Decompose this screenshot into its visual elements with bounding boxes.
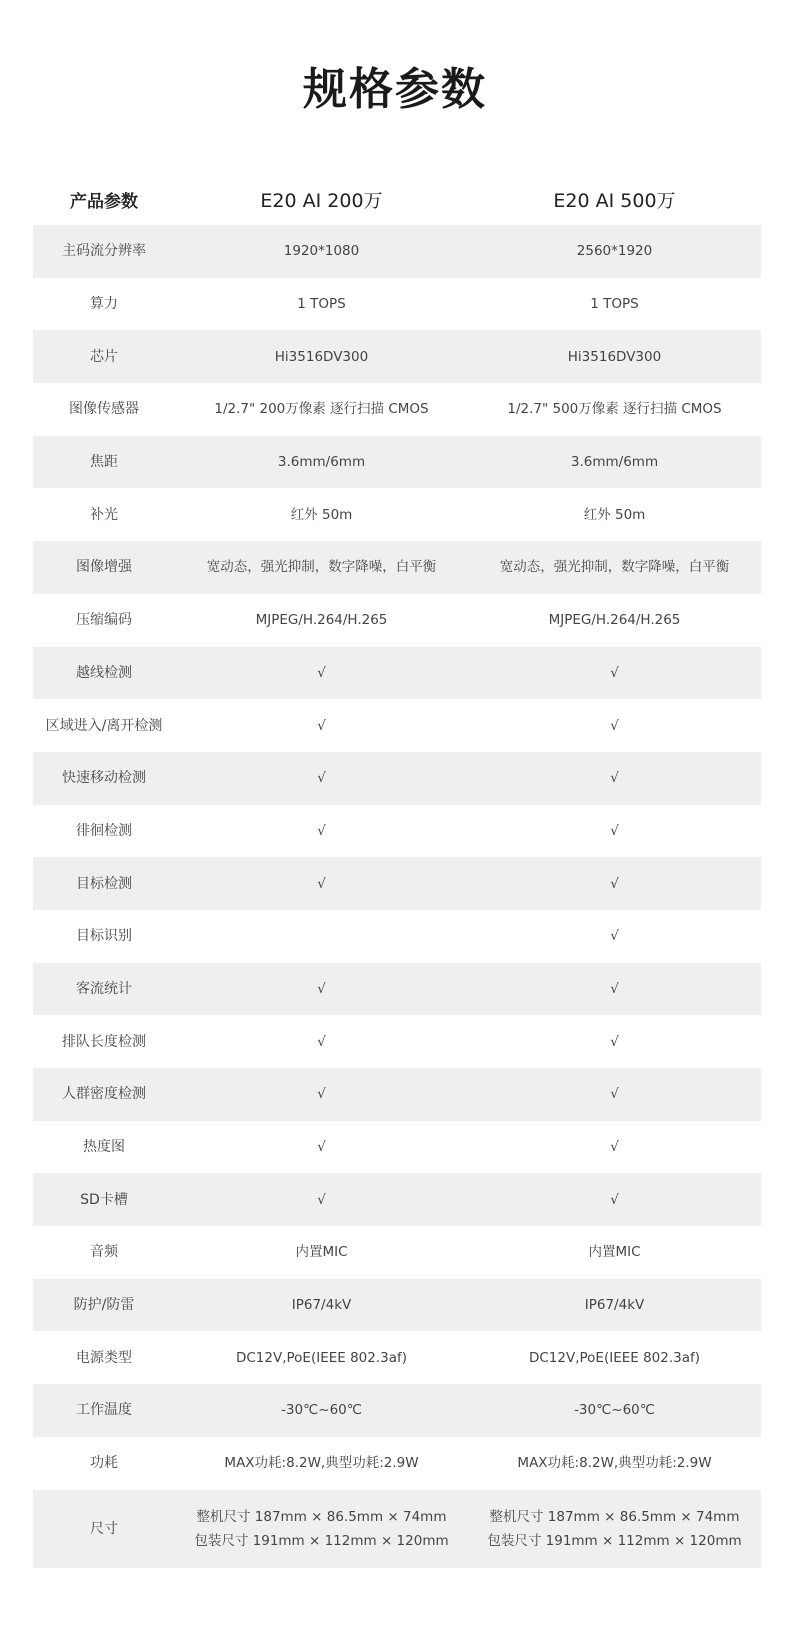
row-label: 芯片: [90, 348, 118, 365]
row-value-200: IP67/4kV: [291, 1297, 352, 1314]
table-row: [33, 1437, 761, 1490]
row-value-200: √: [317, 980, 326, 997]
row-value-200: √: [317, 822, 326, 839]
row-value-200: 宽动态，强光抑制，数字降噪，白平衡: [206, 559, 437, 576]
row-label: 防护/防雷: [73, 1297, 135, 1314]
row-value-500: √: [610, 664, 619, 681]
table-row: [33, 278, 761, 331]
row-value-200: 内置MIC: [295, 1244, 348, 1261]
row-value-500: 3.6mm/6mm: [570, 454, 659, 471]
row-label: SD卡槽: [80, 1191, 128, 1208]
row-value-200: √: [317, 717, 326, 734]
page-title: 规格参数: [303, 64, 487, 115]
table-row: [33, 1068, 761, 1121]
header-param: 产品参数: [70, 191, 138, 212]
row-label: 电源类型: [76, 1349, 132, 1366]
spec-table: [33, 173, 761, 1568]
row-value-200: 3.6mm/6mm: [277, 454, 366, 471]
table-row-size: [33, 1490, 761, 1568]
row-value-500: √: [610, 980, 619, 997]
row-label: 工作温度: [76, 1402, 132, 1419]
row-value-500: MAX功耗:8.2W,典型功耗:2.9W: [517, 1455, 712, 1472]
table-row: [33, 647, 761, 700]
table-body: [33, 225, 761, 1490]
table-row: [33, 1384, 761, 1437]
row-value-500: √: [610, 875, 619, 892]
table-row: [33, 699, 761, 752]
table-row: [33, 1331, 761, 1384]
row-value-500: 红外 50m: [583, 506, 646, 523]
row-value-200: 1 TOPS: [297, 296, 346, 313]
row-label: 功耗: [90, 1455, 118, 1472]
row-label: 客流统计: [76, 980, 132, 997]
row-value-200: Hi3516DV300: [274, 348, 369, 365]
row-label: 图像增强: [76, 559, 132, 576]
table-row: [33, 857, 761, 910]
row-value-500: √: [610, 1191, 619, 1208]
row-value-200: -30℃~60℃: [281, 1402, 362, 1419]
row-value-200: [175, 1505, 468, 1553]
row-label: 焦距: [90, 454, 118, 471]
row-value-200: 1920*1080: [283, 243, 360, 260]
row-label: 人群密度检测: [62, 1086, 146, 1103]
row-value-500: √: [610, 1033, 619, 1050]
row-value-500: IP67/4kV: [584, 1297, 645, 1314]
row-label: 目标检测: [76, 875, 132, 892]
table-row: [33, 225, 761, 278]
row-label: 压缩编码: [76, 612, 132, 629]
size-line-device: 整机尺寸 187mm × 86.5mm × 74mm: [196, 1508, 447, 1525]
row-label: 算力: [90, 296, 118, 313]
table-row: [33, 383, 761, 436]
table-row: [33, 963, 761, 1016]
header-model-200: E20 AI 200万: [260, 189, 383, 212]
row-label: 区域进入/离开检测: [45, 717, 163, 734]
row-value-500: DC12V,PoE(IEEE 802.3af): [528, 1349, 701, 1366]
row-value-500: √: [610, 1139, 619, 1156]
row-value-500: √: [610, 1086, 619, 1103]
row-label: 音频: [90, 1244, 118, 1261]
row-label: 目标识别: [76, 928, 132, 945]
row-value-500: 1/2.7" 500万像素 逐行扫描 CMOS: [507, 401, 722, 418]
row-value-500: 1 TOPS: [590, 296, 639, 313]
row-label: 补光: [90, 506, 118, 523]
row-value-200: MAX功耗:8.2W,典型功耗:2.9W: [224, 1455, 419, 1472]
table-row: [33, 910, 761, 963]
row-value-200: √: [317, 1086, 326, 1103]
row-value-500: MJPEG/H.264/H.265: [548, 612, 681, 629]
row-value-500: 2560*1920: [576, 243, 653, 260]
table-row: [33, 594, 761, 647]
row-label: 主码流分辨率: [62, 243, 146, 260]
row-value-200: DC12V,PoE(IEEE 802.3af): [235, 1349, 408, 1366]
row-value-200: √: [317, 1033, 326, 1050]
row-value-500: Hi3516DV300: [567, 348, 662, 365]
row-value-200: MJPEG/H.264/H.265: [255, 612, 388, 629]
row-label: 图像传感器: [69, 401, 139, 418]
table-row: [33, 805, 761, 858]
size-line-package: 包装尺寸 191mm × 112mm × 120mm: [487, 1532, 742, 1549]
row-value-200: √: [317, 1191, 326, 1208]
table-row: [33, 436, 761, 489]
row-label: 排队长度检测: [62, 1033, 146, 1050]
row-value-500: [468, 1505, 761, 1553]
row-label: 热度图: [83, 1139, 125, 1156]
header-model-500: E20 AI 500万: [553, 189, 676, 212]
table-row: [33, 1121, 761, 1174]
row-value-500: √: [610, 822, 619, 839]
row-value-200: √: [317, 1139, 326, 1156]
row-value-200: √: [317, 770, 326, 787]
table-row: [33, 1279, 761, 1332]
table-row: [33, 752, 761, 805]
table-row: [33, 330, 761, 383]
size-line-package: 包装尺寸 191mm × 112mm × 120mm: [194, 1532, 449, 1549]
row-value-500: 内置MIC: [588, 1244, 641, 1261]
table-row: [33, 1015, 761, 1068]
size-line-device: 整机尺寸 187mm × 86.5mm × 74mm: [489, 1508, 740, 1525]
row-label: 徘徊检测: [76, 822, 132, 839]
table-row: [33, 541, 761, 594]
row-value-200: 红外 50m: [290, 506, 353, 523]
row-value-500: √: [610, 928, 619, 945]
row-value-500: √: [610, 717, 619, 734]
row-value-500: -30℃~60℃: [574, 1402, 655, 1419]
table-row: [33, 1226, 761, 1279]
row-label: 尺寸: [90, 1520, 118, 1537]
row-value-200: 1/2.7" 200万像素 逐行扫描 CMOS: [214, 401, 429, 418]
row-value-200: √: [317, 875, 326, 892]
row-value-500: √: [610, 770, 619, 787]
row-value-200: √: [317, 664, 326, 681]
table-row: [33, 488, 761, 541]
table-header: [33, 173, 761, 225]
row-value-500: 宽动态，强光抑制，数字降噪，白平衡: [499, 559, 730, 576]
row-label: 快速移动检测: [62, 770, 146, 787]
table-row: [33, 1173, 761, 1226]
row-label: 越线检测: [76, 664, 132, 681]
